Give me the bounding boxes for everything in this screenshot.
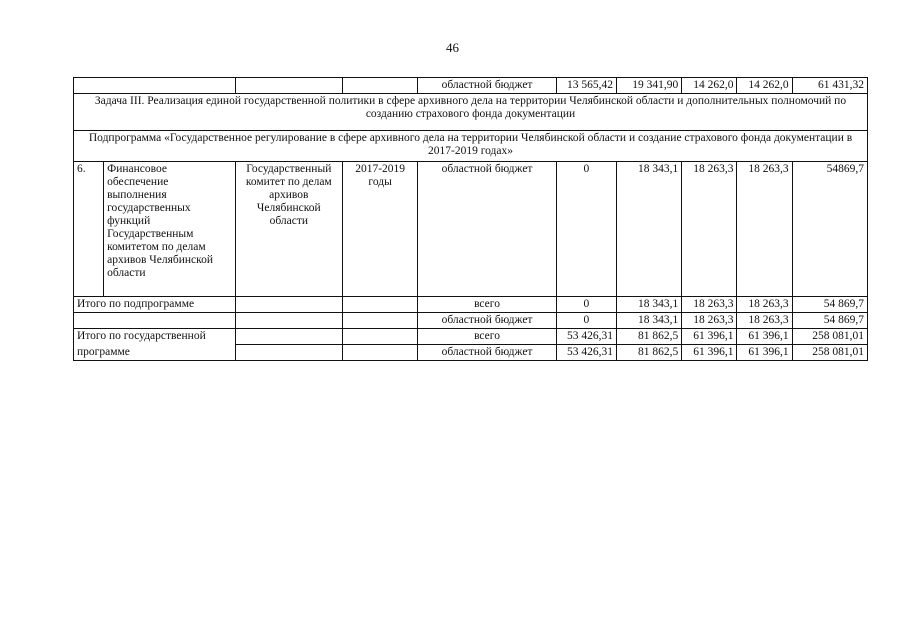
- cell-value: 18 343,1: [617, 297, 682, 313]
- table-row: [74, 297, 868, 313]
- cell-source: всего: [418, 297, 557, 313]
- table-row: [74, 131, 868, 162]
- cell-value: 0: [556, 313, 616, 329]
- cell-executor: [235, 162, 342, 297]
- name-line: Государственным: [107, 228, 194, 240]
- cell-value: 18 263,3: [682, 162, 737, 297]
- cell-source: областной бюджет: [418, 78, 557, 94]
- cell-value: 258 081,01: [792, 329, 867, 345]
- name-line: области: [107, 267, 146, 279]
- period-line: годы: [368, 176, 392, 188]
- cell-value: 54 869,7: [792, 313, 867, 329]
- cell-value: 53 426,31: [556, 345, 616, 361]
- table-row: [74, 345, 868, 361]
- cell-value: 0: [556, 297, 616, 313]
- name-line: обеспечение: [107, 176, 169, 188]
- cell-value: 54869,7: [792, 162, 867, 297]
- cell-source: областной бюджет: [418, 345, 557, 361]
- name-line: функций: [107, 215, 151, 227]
- cell-value: 61 396,1: [682, 329, 737, 345]
- name-line: государственных: [107, 202, 191, 214]
- cell-empty: [342, 345, 417, 361]
- task-header: Задача III. Реализация единой государственной политики в сфере архивного дела на территории Челябинской области и дополнительных полномочий по созданию страхового фонда документации: [74, 94, 868, 131]
- cell-value: 18 343,1: [617, 162, 682, 297]
- table-row: [74, 329, 868, 345]
- subprogram-header: Подпрограмма «Государственное регулирование в сфере архивного дела на территории Челябинской области и создание страхового фонда документации в 2017-2019 годах»: [74, 131, 868, 162]
- cell-value: 13 565,42: [556, 78, 616, 94]
- cell-source: областной бюджет: [418, 162, 557, 297]
- cell-value: 14 262,0: [682, 78, 737, 94]
- cell-value: 18 343,1: [617, 313, 682, 329]
- cell-source: всего: [418, 329, 557, 345]
- cell-total-label: программе: [74, 345, 236, 361]
- cell-empty: [74, 78, 236, 94]
- cell-empty: [342, 329, 417, 345]
- cell-empty: [342, 78, 417, 94]
- cell-empty: [74, 313, 236, 329]
- cell-value: 18 263,3: [737, 313, 792, 329]
- cell-item-name: [104, 162, 235, 297]
- cell-empty: [342, 313, 417, 329]
- cell-total-label: Итого по подпрограмме: [74, 297, 236, 313]
- cell-empty: [342, 297, 417, 313]
- name-line: Финансовое: [107, 163, 167, 175]
- table-row: [74, 78, 868, 94]
- cell-value: 61 431,32: [792, 78, 867, 94]
- table-row: [74, 162, 868, 297]
- cell-value: 61 396,1: [682, 345, 737, 361]
- name-line: выполнения: [107, 189, 167, 201]
- cell-value: 61 396,1: [737, 329, 792, 345]
- cell-value: 258 081,01: [792, 345, 867, 361]
- cell-value: 18 263,3: [682, 313, 737, 329]
- executor-line: Челябинской: [256, 202, 321, 214]
- cell-value: 61 396,1: [737, 345, 792, 361]
- table-row: [74, 94, 868, 131]
- cell-empty: [235, 313, 342, 329]
- cell-empty: [235, 78, 342, 94]
- cell-value: 81 862,5: [617, 329, 682, 345]
- cell-total-label: Итого по государственной: [74, 329, 236, 345]
- cell-value: 53 426,31: [556, 329, 616, 345]
- cell-empty: [235, 345, 342, 361]
- cell-empty: [235, 297, 342, 313]
- cell-value: 18 263,3: [682, 297, 737, 313]
- cell-value: 0: [556, 162, 616, 297]
- executor-line: Государственный: [246, 163, 332, 175]
- executor-line: архивов: [269, 189, 309, 201]
- executor-line: комитет по делам: [245, 176, 332, 188]
- executor-line: области: [269, 215, 309, 227]
- name-line: комитетом по делам: [107, 241, 206, 253]
- page-number: 46: [446, 40, 459, 55]
- cell-value: 14 262,0: [737, 78, 792, 94]
- cell-item-number: 6.: [74, 162, 104, 297]
- cell-value: 18 263,3: [737, 297, 792, 313]
- cell-period: [342, 162, 417, 297]
- cell-value: 18 263,3: [737, 162, 792, 297]
- period-line: 2017-2019: [355, 163, 406, 175]
- table-row: [74, 313, 868, 329]
- name-line: архивов Челябинской: [107, 254, 214, 266]
- cell-value: 19 341,90: [617, 78, 682, 94]
- cell-value: 81 862,5: [617, 345, 682, 361]
- cell-value: 54 869,7: [792, 297, 867, 313]
- cell-empty: [235, 329, 342, 345]
- budget-table: [73, 77, 868, 361]
- cell-source: областной бюджет: [418, 313, 557, 329]
